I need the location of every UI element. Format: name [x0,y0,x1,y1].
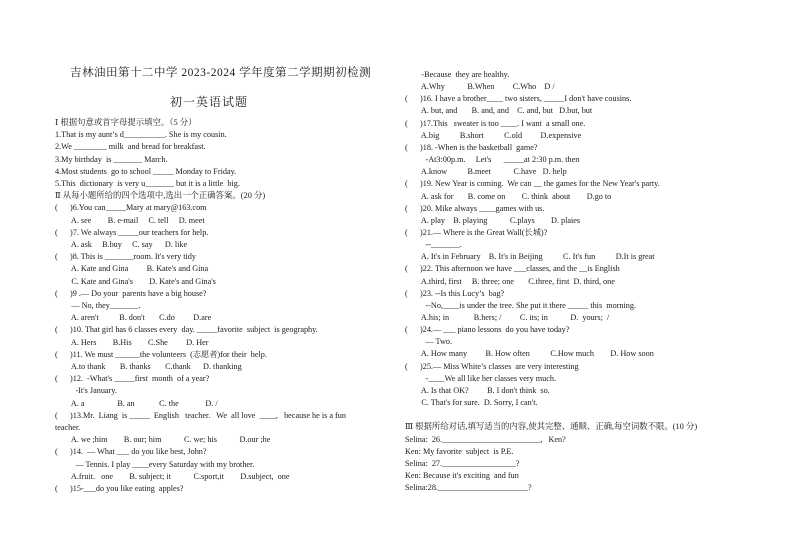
right-column-line: A.big B.short C.old D.expensive [405,130,582,140]
right-column-line: ( )21.— Where is the Great Wall(长城)? [405,227,548,237]
right-column-line: A. Is that OK? B. I don't think so. [405,385,550,395]
left-column-line: A. see B. e-mail C. tell D. meet [55,215,205,225]
left-column-line: ( )7. We always _____our teachers for help. [55,227,209,237]
left-column-line: 3.My birthday is _______ March. [55,154,168,164]
left-column-line: A. we ;him B. our; him C. we; his D.our ;he [55,435,271,445]
right-column-line: ( )25.— Miss White’s classes are very interesting [405,361,579,371]
left-column-line: ( )13.Mr. Liang is _____ English teacher. We all love ____, because he is a fun [55,410,346,420]
left-column-line: A. ask B.buy C. say D. like [55,240,188,249]
left-column-line: ( )8. This is _______room. It's very tidy [55,252,196,262]
right-column-line: --_______. [405,240,462,250]
right-column-line: -Because they are healthy. [405,70,510,79]
left-column-line: A. aren't B. don't C.do D.are [55,313,212,323]
left-column-line: 4.Most students go to school _____ Monday to Friday. [55,166,237,176]
right-column-line: A. It's in February B. It's in Beijing C. It's fun D.It is great [405,252,655,262]
left-column-line: Ⅰ 根据句意或首字母提示填空。（5 分） [55,118,197,127]
left-column-line: teacher. [55,423,81,432]
right-column-line: A.Why B.When C.Who D / [405,82,555,92]
left-column-line: A.fruit. one B. subject; it C.sport,it D.subject, one [55,471,290,481]
right-column-line: Ⅲ 根据所给对话,填写适当的内容,使其完整、通顺、正确,每空词数不限。(10 分) [405,422,698,432]
left-column-line: A. Hers B.His C.She D. Her [55,337,209,347]
left-column-line: 1.That is my aunt’s d__________. She is my cousin. [55,130,227,140]
right-column-line: A.know B.meet C.have D. help [405,167,567,177]
right-column-line: Ken: Because it's exciting and fun [405,470,519,480]
left-column-line: — No, they_______. [55,301,141,310]
left-column-line: 5.This dictionary is very u_______ but it is a little big. [55,179,240,188]
right-column-line: ( )24.— ___ piano lessons do you have today? [405,325,570,335]
right-column-line: ( )20. Mike always ____games with us. [405,203,545,213]
right-column-line: A. but, and B. and, and C. and, but D.but, but [405,106,593,116]
exam-title: 吉林油田第十二中学 2023-2024 学年度第二学期期初检测 [70,67,372,79]
left-column-line: ( )11. We must ______the volunteers (志愿者)for their help. [55,349,267,359]
right-column-line: --No,____is under the tree. She put it there _____ this morning. [405,300,637,310]
exam-subtitle: 初一英语试题 [170,95,249,109]
left-column-line: A.to thank B. thanks C.thank D. thanking [55,362,242,371]
right-column-line: C. That's for sure. D. Sorry, I can't. [405,398,538,408]
left-column-line: ( )15-___do you like eating apples? [55,484,184,493]
right-column-line: ( )23. --Is this Lucy’s bag? [405,288,505,298]
left-column-line: 2.We ________ milk and bread for breakfast. [55,142,206,152]
right-column-line: Selina: 27.__________________? [405,458,520,468]
right-column-line: A.third, first B. three; one C.three, first D. third, one [405,276,615,286]
left-column-line: -It's January. [55,386,117,396]
right-column-line: ( )19. New Year is coming. We can __ the games for the New Year's party. [405,179,660,189]
left-column-line: Ⅱ 从每小题所给的四个选项中,选出一个正确答案。(20 分) [55,191,266,201]
right-column-line: A. ask for B. come on C. think about D.go to [405,191,612,201]
left-column-line: ( )6.You can_____Mary at mary@163.com [55,203,207,213]
right-column-line: — Two. [405,337,453,347]
right-column-line: ( )16. I have a brother____ two sisters, _____I don't have cousins. [405,94,632,104]
right-column-line: -____We all like her classes very much. [405,373,556,383]
left-column-line: ( )14. — What ___ do you like best, John? [55,447,207,457]
right-column-line: Selina: 26.________________________, Ken? [405,434,566,444]
left-column-line: — Tennis. I play ____every Saturday with my brother. [55,459,255,469]
left-column-line: ( )9 .— Do your parents have a big house? [55,288,207,298]
right-column-line: Ken: My favorite subject is P.E. [405,446,514,456]
right-column-line: -At3:00p.m. Let's _____at 2:30 p.m. then [405,155,580,165]
right-column-line: A.his; in B.hers; / C. its; in D. yours; / [405,313,610,322]
right-column-line: ( )18. -When is the basketball game? [405,142,538,152]
left-column-line: A. a B. an C. the D. / [55,398,218,408]
left-column-line: ( )12. -What's _____first month of a year? [55,374,210,384]
left-column-line: ( )10. That girl has 6 classes every day. _____favorite subject is geography. [55,325,318,335]
right-column-line: Selina:28.______________________? [405,483,532,493]
right-column-line: ( )17.This sweater is too ____. I want a small one. [405,118,586,128]
right-column-line: A. How many B. How often C.How much D. How soon [405,349,654,359]
left-column-line: C. Kate and Gina's D. Kate's and Gina's [55,276,216,286]
right-column-line: A. play B. playing C.plays D. plaies [405,215,581,225]
left-column-line: A. Kate and Gina B. Kate's and Gina [55,264,209,274]
right-column-line: ( )22. This afternoon we have ___classes, and the __is English [405,264,620,274]
